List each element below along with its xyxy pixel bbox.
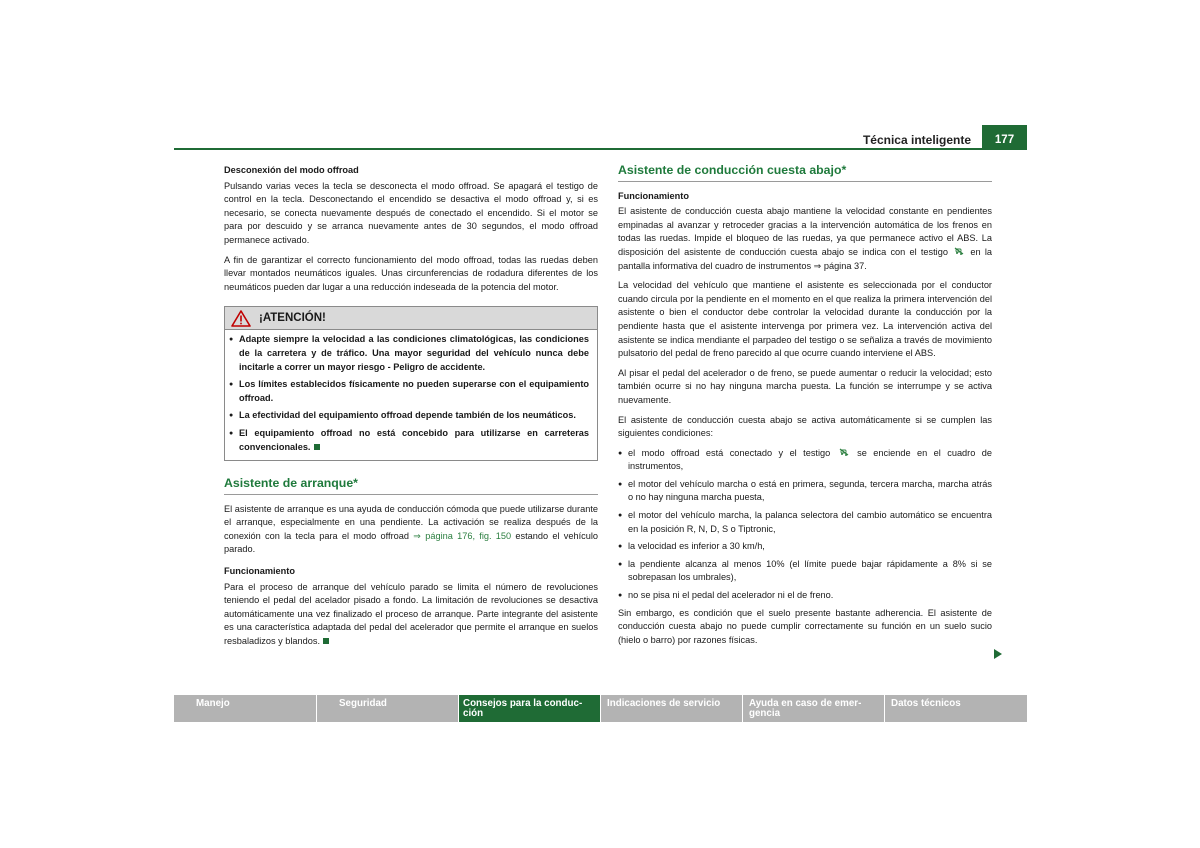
tab-datos[interactable]: Datos técnicos (885, 695, 1027, 722)
next-page-arrow-icon (994, 649, 1002, 659)
start-assist-paragraph: El asistente de arranque es una ayuda de conducción cómoda que puede utilizarse durante el arranque, especialmente en una pendiente. La activación se realiza después de la conexión con la tecla para el modo offroad ⇒ página 176, fig. 150 estando el vehículo parado. (224, 503, 599, 555)
section-title: Técnica inteligente (862, 133, 971, 147)
warning-header (225, 307, 597, 330)
condition-item: ● no se pisa ni el pedal del acelerador ni el de freno. (618, 589, 992, 603)
page-number: 177 (982, 125, 1027, 149)
hill-descent-paragraph-4: El asistente de conducción cuesta abajo se activa automáticamente si se cumplen las siguientes condiciones: (618, 414, 992, 439)
offroad-disconnect-paragraph: Pulsando varias veces la tecla se desconecta el modo offroad. Se apagará el testigo de control en la tecla. Desconectando el encendido se desactiva el modo offroad y, si es necesario, se conecta nuevamente después de conectado el encendido. Si el motor se para por descuido y se arranca nuevamente antes de 30 segundos, el modo offroad permanece activado. (224, 180, 598, 245)
warning-item: ● Los límites establecidos físicamente no pueden superarse con el equipamiento offroad. (229, 378, 589, 405)
right-column (618, 164, 992, 653)
warning-item: ● La efectividad del equipamiento offroad depende también de los neumáticos. (229, 409, 589, 423)
tab-ayuda[interactable] (743, 695, 884, 722)
warning-body (225, 330, 597, 460)
condition-item: ● la pendiente alcanza al menos 10% (el límite puede bajar rápidamente a 8% si se sobrepasan los umbrales), (618, 558, 992, 585)
tab-indicaciones[interactable]: Indicaciones de servicio (601, 695, 742, 722)
warning-item: ● El equipamiento offroad no está concebido para utilizarse en carreteras convencionales. (229, 427, 589, 454)
tab-consejos[interactable] (459, 695, 600, 722)
warning-title: ¡ATENCIÓN! (259, 311, 326, 324)
start-assist-heading: Asistente de arranque* (224, 477, 598, 495)
warning-box (224, 306, 598, 461)
tab-consejos-line2: ción (463, 708, 484, 719)
hill-descent-icon (839, 447, 849, 457)
chapter-tabs (174, 695, 1027, 722)
start-assist-function-heading: Funcionamiento (224, 566, 295, 577)
tyre-paragraph: A fin de garantizar el correcto funcionamiento del modo offroad, todas las ruedas deben llevar montados neumáticos iguales. Unas circunferencias de rodadura diferentes de los neumáticos pueden dar lugar a una reducción indeseada de la potencia del motor. (224, 254, 598, 292)
warning-triangle-icon (231, 310, 251, 327)
hill-descent-paragraph-3: Al pisar el pedal del acelerador o de freno, se puede aumentar o reducir la velocidad; esto también ocurre si no hay ninguna marcha puesta. La función se interrumpe y se activa nuevamente. (618, 367, 992, 405)
end-marker-square-icon (314, 444, 320, 450)
left-column (224, 164, 598, 655)
tab-seguridad[interactable]: Seguridad (317, 695, 458, 722)
end-marker-square-icon (323, 638, 329, 644)
condition-item: ● la velocidad es inferior a 30 km/h, (618, 540, 992, 554)
tab-ayuda-line2: gencia (749, 708, 781, 719)
condition-item: ● el modo offroad está conectado y el testigo se enciende en el cuadro de instrumentos, (618, 447, 992, 474)
warning-item: ● Adapte siempre la velocidad a las condiciones climatológicas, las condiciones de la carretera y de tráfico. Una mayor seguridad del vehículo nunca debe incitarle a correr un mayor riesgo - Peligro de accidente. (229, 333, 589, 374)
hill-descent-icon (954, 246, 964, 256)
hill-descent-paragraph-5: Sin embargo, es condición que el suelo presente bastante adherencia. El asistente de conducción cuesta abajo no puede cumplir correctamente su función en un suelo sucio (hielo o barro) por razones físicas. (618, 607, 992, 645)
hill-descent-paragraph-2: La velocidad del vehículo que mantiene el asistente es seleccionada por el conductor cuando circula por la pendiente en el momento en el que realiza la primera intervención del asistente o bien el conductor debe controlar la velocidad durante la conducción por la pendiente hasta que el asistente intervenga por primera vez. La intervención activa del asistente se indica mendiante el parpadeo del testigo o se señaliza a través de movimiento pulsatorio del pedal de freno parecido al que ocurre cuando interviene el ABS. (618, 280, 992, 359)
tab-consejos-line1: Consejos para la conduc- (463, 698, 583, 709)
offroad-disconnect-heading: Desconexión del modo offroad (224, 165, 359, 175)
start-assist-function-paragraph: Para el proceso de arranque del vehículo parado se limita el número de revoluciones teniendo el pedal del acelador pisado a fondo. La limitación de revoluciones se desactiva automáticamente una vez finalizado el proceso de arranque. Parte integrante del asistente es una característica adaptada del pedal del acelerador que permite el arranque en suelos resbaladizos y blandos. (224, 581, 598, 647)
condition-item: ● el motor del vehículo marcha o está en primera, segunda, tercera marcha, marcha atrás o no hay ninguna marcha puesta, (618, 478, 992, 505)
tab-ayuda-line1: Ayuda en caso de emer- (749, 698, 862, 709)
hill-descent-heading: Asistente de conducción cuesta abajo* (618, 164, 992, 182)
page-reference-link[interactable]: ⇒ página 176, fig. 150 (413, 530, 512, 541)
hill-descent-paragraph-1: El asistente de conducción cuesta abajo mantiene la velocidad constante en pendientes empinadas al avanzar y retroceder gracias a la intervención automática de los frenos en todas las ruedas. Impide el bloqueo de las ruedas, ya que permanece activo el ABS. La disposición del asistente de conducción cuesta abajo se indica con el testigo en la pantalla informativa del cuadro de instrumentos ⇒ página 37. (618, 206, 992, 271)
hill-descent-function-heading: Funcionamiento (618, 190, 689, 201)
condition-item: ● el motor del vehículo marcha, la palanca selectora del cambio automático se encuentra en la posición R, N, D, S o Tiptronic, (618, 509, 992, 536)
header-rule (174, 148, 1027, 150)
tab-manejo[interactable]: Manejo (174, 695, 316, 722)
